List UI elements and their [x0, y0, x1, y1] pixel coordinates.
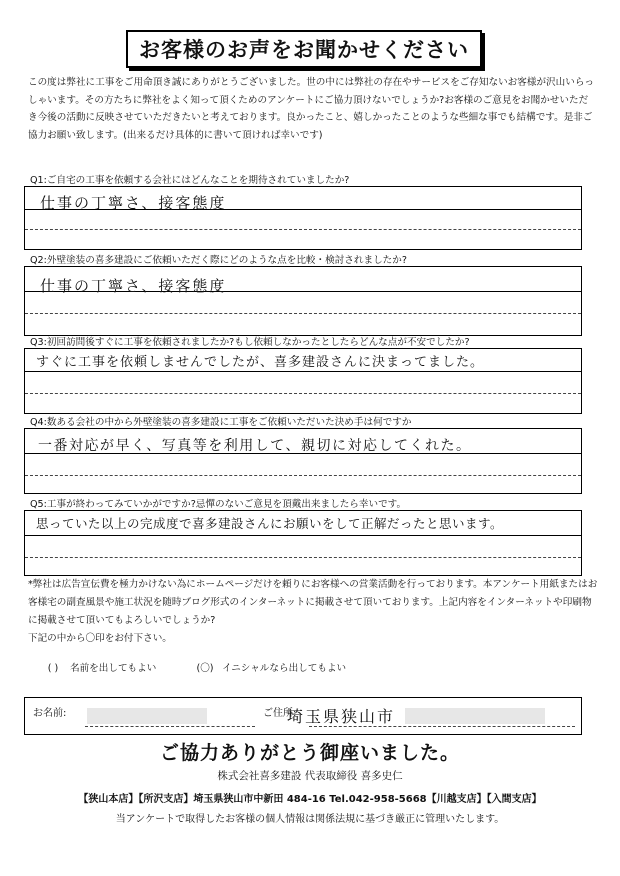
redacted-address [405, 708, 545, 724]
question-4-label: Q4:数ある会社の中から外壁塗装の喜多建設に工事をご依頼いただいた決め手は何ですか [30, 417, 412, 428]
answer-2: 仕事の丁寧さ、接客態度 [40, 277, 227, 295]
address-value: 埼玉県狭山市 [287, 707, 396, 726]
publication-note-text: *弊社は広告宣伝費を極力かけない為にホームページだけを頼りにお客様への営業活動を行っております。本アンケート用紙またはお客様宅の副査風景や施工状況を随時ブログ形式のインターネットに掲載させて頂いております。上記内容をインターネットや印刷物に掲載させて頂いてもよろしいでしょうか? [28, 579, 598, 626]
redacted-name [87, 708, 207, 724]
choice-mark-2: (〇) [196, 663, 214, 674]
choice-initials-public[interactable] [188, 660, 346, 674]
choice-prompt: 下記の中から〇印をお付下さい。 [28, 633, 172, 644]
choice-label-1: 名前を出してもよい [70, 663, 157, 674]
privacy-note: 当アンケートで取得したお客様の個人情報は関係法規に基づき厳正に管理いたします。 [115, 814, 505, 825]
company-name: 株式会社喜多建設 代表取締役 喜多史仁 [217, 770, 403, 782]
name-label: お名前: [33, 708, 67, 719]
answer-5: 思っていた以上の完成度で喜多建設さんにお願いをして正解だったと思います。 [36, 516, 504, 531]
choice-name-public[interactable] [36, 660, 156, 674]
question-2-label: Q2:外壁塗装の喜多建設にご依頼いただく際にどのような点を比較・検討されましたか? [30, 255, 407, 266]
page-title: お客様のお声をお聞かせください [126, 30, 482, 68]
name-address-box [24, 697, 582, 735]
question-5-label: Q5:工事が終わってみていかがですか?忌憚のないご意見を頂戴出来ましたら幸いです。 [30, 499, 407, 510]
question-1-label: Q1:ご自宅の工事を依頼する会社にはどんなことを期待されていましたか? [30, 175, 350, 186]
branch-info: 【狭山本店】【所沢支店】埼玉県狭山市中新田 484-16 Tel.042-958-5668【川越支店】【入間支店】 [78, 794, 542, 805]
address-label: ご住所: [263, 708, 297, 719]
answer-1: 仕事の丁寧さ、接客態度 [40, 194, 227, 212]
thanks-message: ご協力ありがとう御座いました。 [159, 742, 460, 764]
answer-3: すぐに工事を依頼しませんでしたが、喜多建設さんに決まってました。 [36, 355, 485, 370]
choice-label-2: イニシャルなら出してもよい [222, 663, 347, 674]
question-3-label: Q3:初回訪問後すぐに工事を依頼されましたか?もし依頼しなかったとしたらどんな点が不安でしたか? [30, 337, 470, 348]
intro-text: この度は弊社に工事をご用命頂き誠にありがとうございました。世の中には弊社の存在やサービスをご存知ないお客様が沢山いらっしゃいます。その方たちに弊社をよく知って頂くためのアンケートにご協力頂けないでしょうか?お客様のご意見をお聞かせいただき今後の活動に反映させていただきたいと考えております。良かったこと、嬉しかったことのような些細な事でも結構です。是非ご協力お願い致します。(出来るだけ具体的に書いて頂ければ幸いです) [28, 77, 595, 141]
publication-note [28, 576, 600, 648]
answer-4: 一番対応が早く、写真等を利用して、親切に対応してくれた。 [38, 438, 472, 454]
choice-mark-1: ( ) [47, 663, 59, 674]
